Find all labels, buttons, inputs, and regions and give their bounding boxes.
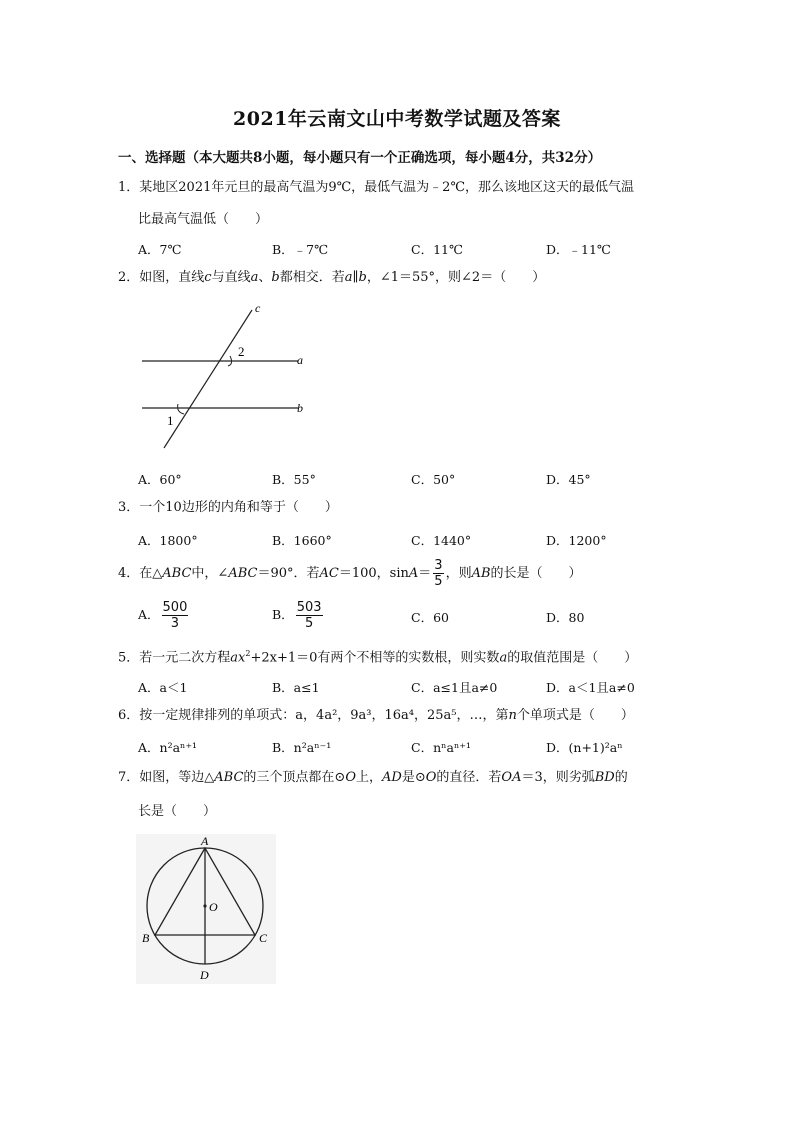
option-b — [272, 600, 325, 631]
fraction-503-5 — [296, 600, 323, 631]
exponent: 2 — [245, 649, 251, 658]
fraction-numerator: 503 — [296, 600, 322, 615]
question-2 — [118, 268, 545, 288]
option-d: D．80 — [546, 610, 585, 625]
label-b: B — [142, 931, 150, 945]
fraction-numerator: 3 — [434, 558, 443, 573]
question-text: 都相交．若 — [279, 270, 345, 285]
question-text: 一个10边形的内角和等于（ ） — [139, 500, 338, 515]
fraction-numerator: 500 — [162, 600, 188, 615]
question-text: 与直线 — [211, 270, 251, 285]
question-text: 上， — [356, 770, 383, 785]
question-5 — [118, 644, 637, 668]
var-a: a — [499, 650, 508, 666]
question-4 — [118, 556, 582, 592]
option-c: C．1440° — [411, 533, 472, 548]
option-a: A．60° — [138, 472, 182, 487]
var-abc: ABC — [214, 770, 244, 785]
option-b: B．a≤1 — [272, 680, 320, 695]
option-label: B． — [272, 607, 294, 622]
option-a: A．1800° — [138, 533, 198, 548]
question-number: 5． — [118, 650, 140, 666]
question-7 — [118, 768, 628, 788]
sequence-terms: a，4a²，9a³，16a⁴，25a⁵，…， — [295, 708, 496, 723]
var-a: A — [408, 566, 419, 581]
label-a: a — [297, 353, 303, 367]
question-text: 有两个不相等的实数根，则实数 — [317, 650, 500, 666]
question-text: 如图，直线 — [139, 270, 205, 285]
option-b: B．﹣7℃ — [272, 242, 329, 257]
question-number: 2． — [118, 270, 140, 285]
option-d: D．a＜1且a≠0 — [546, 680, 635, 695]
var-ab: AB — [471, 566, 491, 581]
question-text: 在△ — [139, 566, 163, 581]
option-a: A．7℃ — [138, 242, 182, 257]
equation-term: ax — [230, 650, 246, 666]
var-b: b — [358, 270, 367, 285]
question-text: 若一元二次方程 — [139, 650, 231, 666]
question-text: 的取值范围是（ ） — [507, 650, 638, 666]
var-abc: ABC — [228, 566, 258, 581]
question-1-continued: 比最高气温低（ ） — [138, 212, 269, 227]
question-text: 如图，等边△ — [139, 770, 215, 785]
option-d: D．45° — [546, 472, 591, 487]
parallel-symbol: ∥ — [352, 270, 359, 285]
question-6-options — [138, 738, 698, 760]
option-b: B．55° — [272, 472, 316, 487]
question-3 — [118, 498, 338, 518]
fraction-500-3 — [162, 600, 189, 631]
question-6 — [118, 706, 634, 726]
label-angle-1: 1 — [167, 413, 174, 428]
equation-rest: +2x+1＝0 — [250, 650, 318, 666]
question-2-options — [138, 470, 698, 492]
label-angle-2: 2 — [238, 344, 245, 359]
question-text: 某地区2021年元旦的最高气温为9℃，最低气温为﹣2℃，那么该地区这天的最低气温 — [139, 180, 634, 195]
question-number: 7． — [118, 770, 140, 785]
option-c: C．50° — [411, 472, 456, 487]
option-d: D．﹣11℃ — [546, 242, 611, 257]
var-o: O — [425, 770, 437, 785]
fraction-denominator: 5 — [434, 574, 443, 589]
option-a: A．a＜1 — [138, 680, 188, 695]
question-text: ＝90°．若 — [257, 566, 320, 581]
option-label: A． — [138, 607, 160, 622]
parallel-lines-figure — [136, 298, 316, 458]
question-text: 按一定规律排列的单项式： — [139, 708, 296, 723]
option-d: D．(n+1)²aⁿ — [546, 740, 623, 755]
label-a: A — [201, 834, 209, 848]
question-text: ＝100，sin — [338, 566, 409, 581]
label-d: D — [200, 968, 209, 982]
fraction-denominator: 5 — [304, 616, 314, 631]
question-5-options — [138, 678, 698, 700]
option-c: C．nⁿaⁿ⁺¹ — [411, 740, 471, 755]
question-4-options — [138, 600, 698, 636]
question-7-continued: 长是（ ） — [138, 804, 217, 819]
question-text: 中，∠ — [191, 566, 229, 581]
question-text: 、 — [258, 270, 272, 285]
angle-1-arc — [178, 404, 184, 414]
option-b: B．1660° — [272, 533, 332, 548]
option-c: C．11℃ — [411, 242, 463, 257]
var-n: n — [508, 708, 517, 723]
fraction-denominator: 3 — [170, 616, 180, 631]
question-text: 第 — [495, 708, 509, 723]
var-ad: AD — [382, 770, 402, 785]
center-point — [203, 904, 206, 907]
label-b: b — [297, 401, 303, 415]
circle-triangle-figure — [136, 834, 276, 984]
question-number: 4． — [118, 566, 140, 581]
question-text: ＝3，则劣弧 — [521, 770, 595, 785]
question-text: ，∠1＝55°，则∠2＝（ ） — [366, 270, 546, 285]
option-a — [138, 600, 190, 631]
question-text: 个单项式是（ ） — [516, 708, 634, 723]
question-number: 3． — [118, 500, 140, 515]
question-number: 6． — [118, 708, 140, 723]
var-abc: ABC — [162, 566, 192, 581]
question-text: 的直径．若 — [436, 770, 502, 785]
var-b: b — [271, 270, 280, 285]
question-3-options — [138, 531, 698, 553]
var-a: a — [250, 270, 259, 285]
var-ac: AC — [319, 566, 339, 581]
option-d: D．1200° — [546, 533, 607, 548]
figure-background — [136, 834, 276, 984]
question-text: ＝ — [418, 566, 432, 581]
line-c — [164, 310, 252, 448]
question-number: 1． — [118, 180, 140, 195]
label-c: C — [259, 931, 268, 945]
var-oa: OA — [501, 770, 522, 785]
question-text: ，则 — [445, 566, 472, 581]
page-title: 2021年云南文山中考数学试题及答案 — [233, 108, 561, 130]
option-c: C．60 — [411, 610, 449, 625]
section-heading: 一、选择题（本大题共8小题，每小题只有一个正确选项，每小题4分，共32分） — [118, 150, 602, 166]
question-text: 的长是（ ） — [490, 566, 582, 581]
option-a: A．n²aⁿ⁺¹ — [138, 740, 198, 755]
question-text: 的三个顶点都在⊙ — [243, 770, 346, 785]
var-o: O — [345, 770, 356, 785]
var-bd: BD — [594, 770, 615, 785]
label-o: O — [209, 900, 218, 914]
fraction-3-5 — [433, 558, 443, 589]
question-text: 是⊙ — [401, 770, 426, 785]
label-c: c — [255, 301, 261, 315]
question-text: 的 — [614, 770, 628, 785]
var-c: c — [204, 270, 212, 285]
option-c: C．a≤1且a≠0 — [411, 680, 498, 695]
question-1 — [118, 178, 634, 198]
var-a: a — [344, 270, 353, 285]
option-b: B．n²aⁿ⁻¹ — [272, 740, 332, 755]
question-1-options — [138, 240, 698, 262]
